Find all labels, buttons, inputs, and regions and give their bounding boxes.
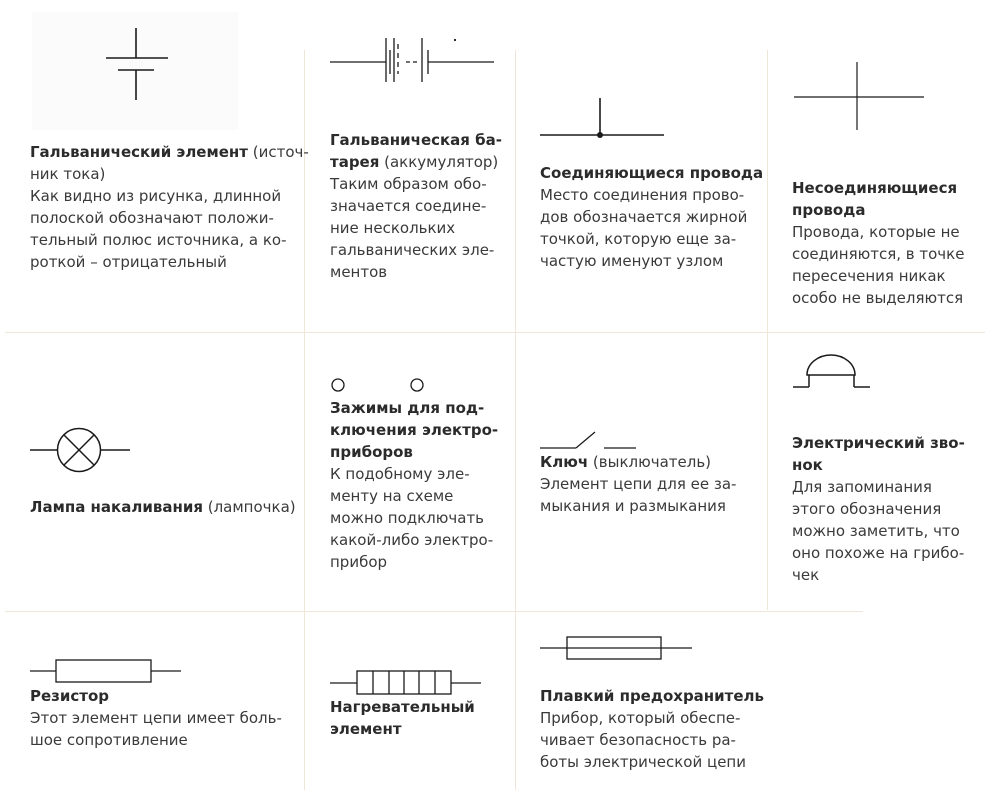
cell-text-line: полоской обозначают положи-: [30, 209, 274, 227]
cell-text-line: оно похоже на грибо-: [792, 544, 965, 562]
terminals-icon: [328, 376, 428, 396]
battery-description: [330, 129, 502, 283]
cell-text-line: мыкания и размыкания: [540, 497, 726, 515]
grid-divider: [515, 50, 516, 790]
lamp-description: [30, 496, 296, 518]
cell-text-line: значается соедине-: [330, 197, 487, 215]
resistor-icon: [30, 657, 185, 685]
cell-title: Ключ: [540, 453, 589, 471]
cell-title: Зажимы для под-: [330, 399, 485, 417]
cell-subtitle: (источ-: [247, 143, 309, 161]
cell-title: Несоединяющиеся: [792, 179, 958, 197]
fuse-icon: [540, 635, 695, 663]
terminals-description: [330, 397, 498, 573]
cell-title: провода: [792, 201, 866, 219]
cell-title: Электрический зво-: [792, 434, 965, 452]
cell-title: Гальванический элемент: [30, 143, 248, 161]
cell-text-line: какой-либо электро-: [330, 531, 494, 549]
heater-description: [330, 696, 475, 740]
cell-text-line: Как видно из рисунка, длинной: [30, 187, 282, 205]
cell-text-line: ментов: [330, 263, 388, 281]
cell-text-line: роткой – отрицательный: [30, 253, 227, 271]
cell-text-line: Прибор, который обеспе-: [540, 709, 741, 727]
cell-title: тарея: [330, 153, 380, 171]
heater-icon: [330, 668, 485, 696]
cell-text-line: чивает безопасность ра-: [540, 731, 736, 749]
cell-subtitle: (выключатель): [588, 453, 712, 471]
cell-title: Плавкий предохранитель: [540, 687, 765, 705]
battery-icon: [330, 36, 500, 86]
cell-text-line: этого обозначения: [792, 500, 942, 518]
cell-text-line: шое сопротивление: [30, 731, 188, 749]
switch-icon: [540, 430, 640, 452]
cell-title: Гальваническая ба-: [330, 131, 502, 149]
resistor-description: [30, 685, 282, 751]
bell-icon: [793, 353, 873, 393]
cell-text-line: прибор: [330, 553, 388, 571]
galvanic-cell-description: [30, 141, 309, 273]
cell-subtitle: (лампочка): [202, 498, 296, 516]
crossing-wires-description: [792, 177, 964, 309]
cell-text-line: гальванических эле-: [330, 241, 495, 259]
cell-title: нок: [792, 456, 823, 474]
lamp-icon: [30, 426, 134, 476]
cell-text-line: Таким образом обо-: [330, 175, 487, 193]
cell-text-line: Для запоминания: [792, 478, 932, 496]
cell-text-line: частую именуют узлом: [540, 252, 724, 270]
cell-text-line: Этот элемент цепи имеет боль-: [30, 709, 282, 727]
switch-description: [540, 451, 736, 517]
cell-text-line: дов обозначается жирной: [540, 208, 748, 226]
cell-text-line: К подобному эле-: [330, 465, 470, 483]
cell-text-line: точкой, которую еще за-: [540, 230, 737, 248]
grid-divider: [767, 50, 768, 610]
cell-text-line: можно подключать: [330, 509, 485, 527]
cell-text-line: пересечения никак: [792, 267, 946, 285]
cell-title: Нагревательный: [330, 698, 475, 716]
cell-subtitle: (аккумулятор): [379, 153, 499, 171]
cell-text-line: тельный полюс источника, а ко-: [30, 231, 287, 249]
cell-text-line: чек: [792, 566, 820, 584]
cell-title: приборов: [330, 443, 413, 461]
grid-divider: [5, 332, 985, 333]
cell-title: Резистор: [30, 687, 110, 705]
grid-divider: [5, 611, 863, 612]
cell-text-line: можно заметить, что: [792, 522, 960, 540]
connected-wires-description: [540, 162, 763, 272]
cell-title: Лампа накаливания: [30, 498, 203, 516]
cell-title: ключения электро-: [330, 421, 499, 439]
galvanic-cell-icon: [100, 20, 180, 110]
cell-text-line: Место соединения прово-: [540, 186, 745, 204]
crossing-wires-icon: [792, 60, 928, 134]
connected-wires-icon: [540, 96, 670, 140]
cell-title: Соединяющиеся провода: [540, 164, 764, 182]
cell-text-line: боты электрической цепи: [540, 753, 746, 771]
cell-text-line: Провода, которые не: [792, 223, 960, 241]
bell-description: [792, 432, 965, 586]
cell-text-line: Элемент цепи для ее за-: [540, 475, 737, 493]
cell-text-line: ние нескольких: [330, 219, 456, 237]
cell-text-line: особо не выделяются: [792, 289, 964, 307]
cell-text-line: соединяются, в точке: [792, 245, 965, 263]
cell-text-line: менту на схеме: [330, 487, 454, 505]
cell-title: элемент: [330, 720, 402, 738]
fuse-description: [540, 685, 764, 773]
cell-text-line: ник тока): [30, 165, 106, 183]
